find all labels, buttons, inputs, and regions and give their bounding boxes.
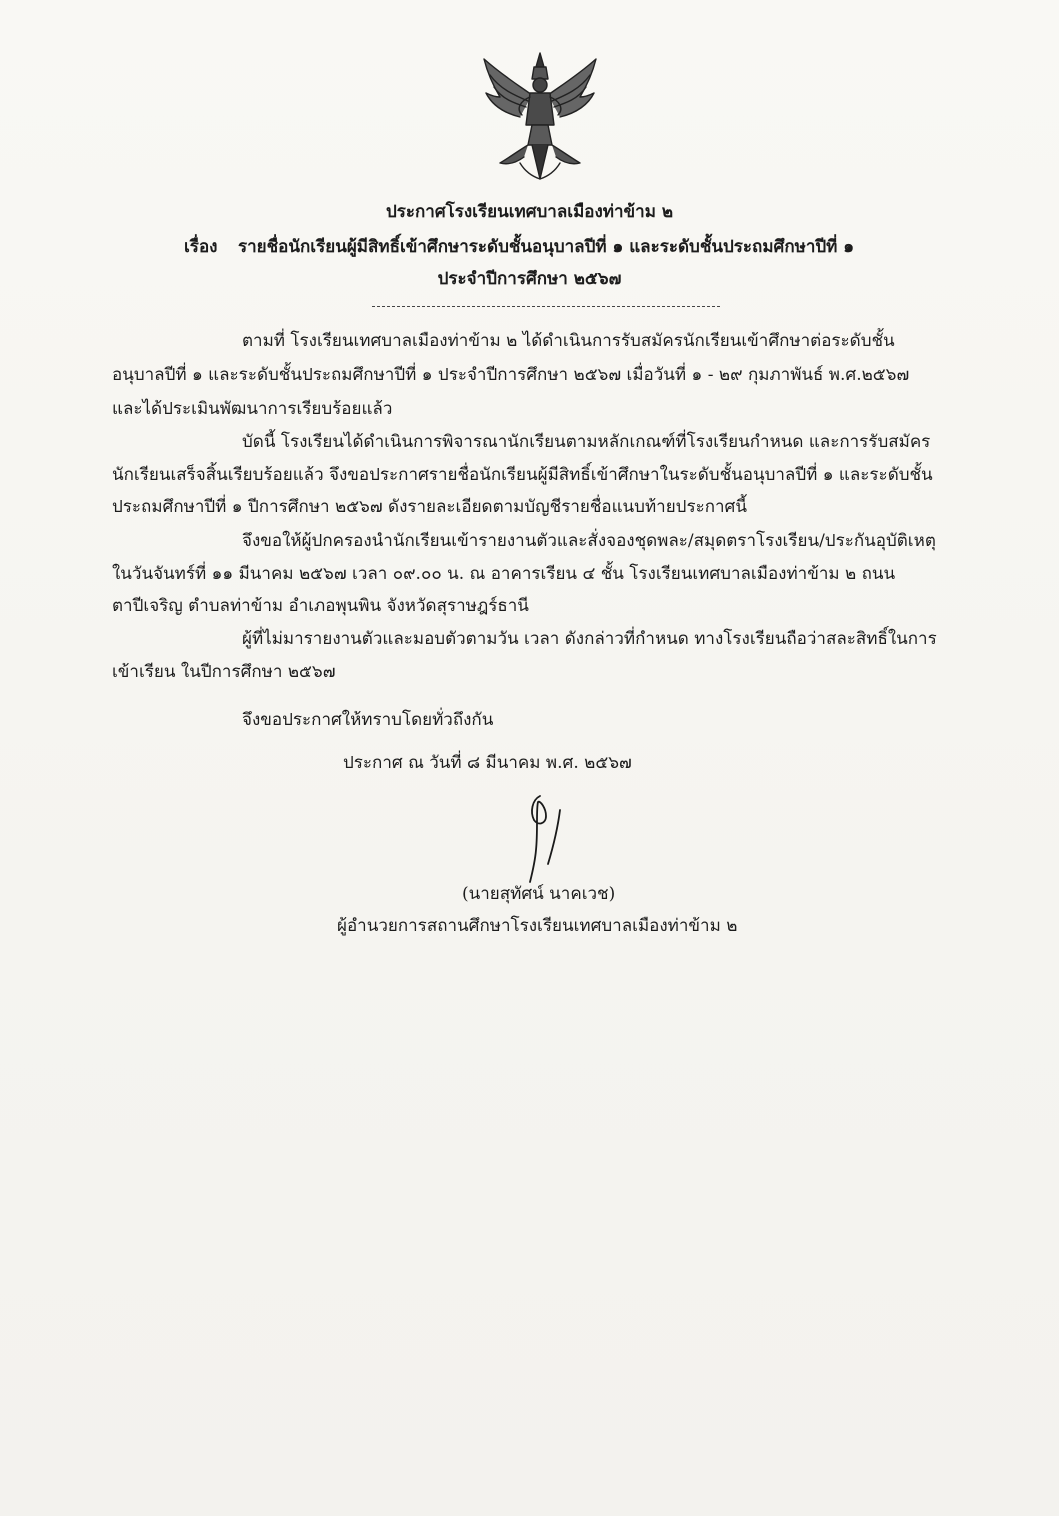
- paragraph-4-line-2: เข้าเรียน ในปีการศึกษา ๒๕๖๗: [112, 662, 336, 682]
- paragraph-1-line-3: และได้ประเมินพัฒนาการเรียบร้อยแล้ว: [112, 399, 393, 419]
- paragraph-3-line-2: ในวันจันทร์ที่ ๑๑ มีนาคม ๒๕๖๗ เวลา ๐๙.๐๐ น. ณ อาคารเรียน ๔ ชั้น โรงเรียนเทศบาลเมืองท่าข้าม ๒ ถนน: [112, 564, 896, 584]
- announcement-title: ประกาศโรงเรียนเทศบาลเมืองท่าข้าม ๒: [385, 202, 674, 222]
- academic-year-line: ประจำปีการศึกษา ๒๕๖๗: [437, 269, 622, 289]
- signatory-position: ผู้อำนวยการสถานศึกษาโรงเรียนเทศบาลเมืองท่าข้าม ๒: [337, 916, 738, 936]
- heading-divider: [372, 306, 720, 307]
- paragraph-2-line-1: บัดนี้ โรงเรียนได้ดำเนินการพิจารณานักเรียนตามหลักเกณฑ์ที่โรงเรียนกำหนด และการรับสมัคร: [242, 432, 931, 452]
- signatory-name: (นายสุทัศน์ นาคเวช): [462, 884, 616, 904]
- paragraph-2-line-2: นักเรียนเสร็จสิ้นเรียบร้อยแล้ว จึงขอประกาศรายชื่อนักเรียนผู้มีสิทธิ์เข้าศึกษาในระดับชั้นอนุบาลปีที่ ๑ และระดับชั้น: [112, 465, 933, 485]
- garuda-emblem-icon: [470, 45, 610, 185]
- signature-mark: [518, 790, 588, 885]
- paragraph-1-line-2: อนุบาลปีที่ ๑ และระดับชั้นประถมศึกษาปีที่ ๑ ประจำปีการศึกษา ๒๕๖๗ เมื่อวันที่ ๑ - ๒๙ กุมภาพันธ์ พ.ศ.๒๕๖๗: [112, 365, 910, 385]
- subject-text: รายชื่อนักเรียนผู้มีสิทธิ์เข้าศึกษาระดับชั้นอนุบาลปีที่ ๑ และระดับชั้นประถมศึกษาปีที่ ๑: [238, 237, 855, 257]
- paragraph-2-line-3: ประถมศึกษาปีที่ ๑ ปีการศึกษา ๒๕๖๗ ดังรายละเอียดตามบัญชีรายชื่อแนบท้ายประกาศนี้: [112, 497, 747, 517]
- closing-statement: จึงขอประกาศให้ทราบโดยทั่วถึงกัน: [242, 710, 494, 730]
- paragraph-3-line-1: จึงขอให้ผู้ปกครองนำนักเรียนเข้ารายงานตัวและสั่งจองชุดพละ/สมุดตราโรงเรียน/ประกันอุบัติเหตุ: [242, 531, 936, 551]
- subject-label: เรื่อง: [184, 237, 218, 257]
- paragraph-1-line-1: ตามที่ โรงเรียนเทศบาลเมืองท่าข้าม ๒ ได้ดำเนินการรับสมัครนักเรียนเข้าศึกษาต่อระดับชั้น: [242, 331, 895, 351]
- announcement-date: ประกาศ ณ วันที่ ๘ มีนาคม พ.ศ. ๒๕๖๗: [343, 753, 632, 773]
- paragraph-4-line-1: ผู้ที่ไม่มารายงานตัวและมอบตัวตามวัน เวลา ดังกล่าวที่กำหนด ทางโรงเรียนถือว่าสละสิทธิ์ในการ: [242, 629, 937, 649]
- paragraph-3-line-3: ตาปีเจริญ ตำบลท่าข้าม อำเภอพุนพิน จังหวัดสุราษฎร์ธานี: [112, 596, 529, 616]
